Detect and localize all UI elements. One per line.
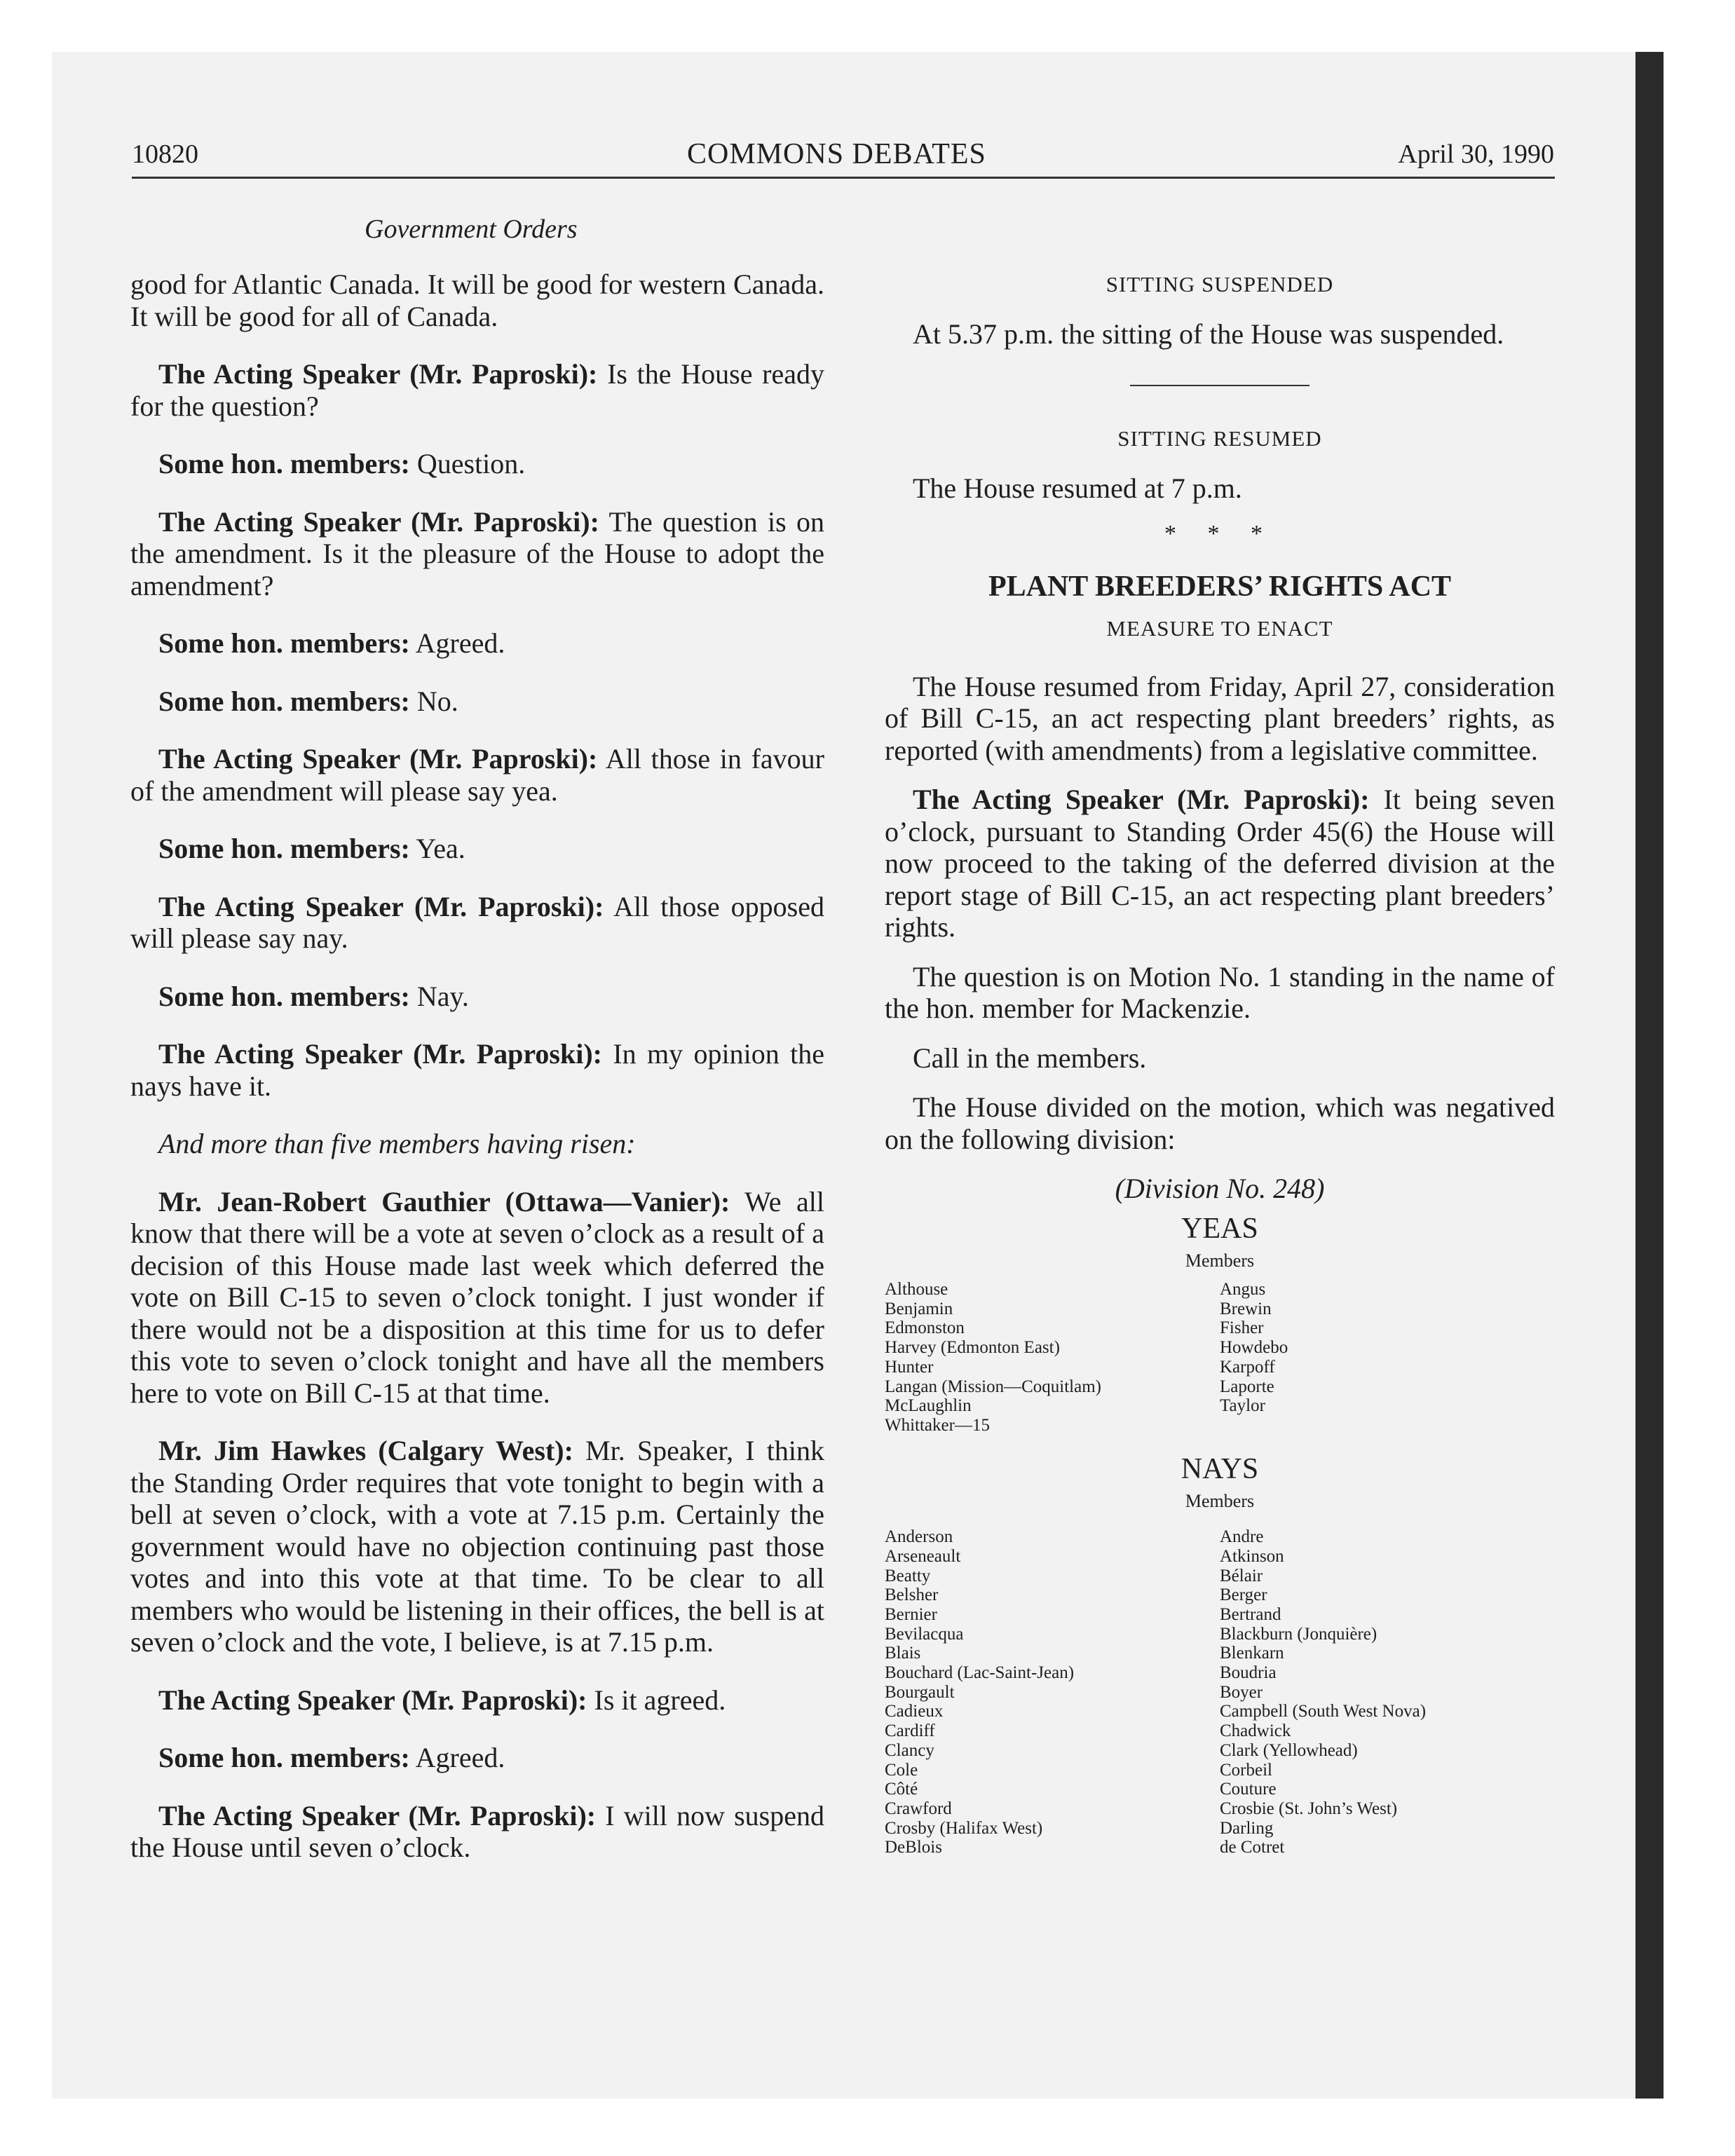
speech-text: Yea. bbox=[409, 833, 465, 864]
speaker-name: The Acting Speaker (Mr. Paproski): bbox=[158, 890, 604, 922]
page-number: 10820 bbox=[132, 139, 198, 169]
speaker-name: The Acting Speaker (Mr. Paproski): bbox=[913, 784, 1370, 815]
section-divider bbox=[1130, 385, 1309, 386]
member-name: Couture bbox=[1220, 1780, 1277, 1799]
speech-text: Mr. Speaker, I think the Standing Order requires that vote tonight to begin with a bell at seven o’clock, with a vote at 7.15 p.m. Certainly the government would have no objection continuing past those votes and into this vote at that time. To be clear to all members who would be listening in their offices, the bell is at seven o’clock and the vote, I believe, is at 7.15 p.m. bbox=[130, 1435, 824, 1658]
member-name: Harvey (Edmonton East) bbox=[885, 1338, 1060, 1358]
speech-text: No. bbox=[409, 685, 458, 717]
speech-text: The question is on the amendment. Is it the pleasure of the House to adopt the amendment? bbox=[130, 505, 824, 601]
paragraph: The House divided on the motion, which was negatived on the following division: bbox=[885, 1091, 1555, 1155]
division-number: (Division No. 248) bbox=[1115, 1173, 1325, 1204]
stage-direction: And more than five members having risen: bbox=[158, 1128, 636, 1159]
speaker-name: Some hon. members: bbox=[158, 1742, 410, 1773]
paragraph: The House resumed at 7 p.m. bbox=[913, 472, 1242, 504]
member-name: Andre bbox=[1220, 1527, 1264, 1547]
member-name: Bouchard (Lac-Saint-Jean) bbox=[885, 1663, 1075, 1683]
yeas-members-label: Members bbox=[1185, 1250, 1255, 1271]
member-name: Benjamin bbox=[885, 1299, 953, 1318]
paragraph bbox=[130, 833, 824, 865]
member-name: Langan (Mission—Coquitlam) bbox=[885, 1377, 1101, 1396]
speaker-name: Some hon. members: bbox=[158, 627, 410, 659]
member-name: Karpoff bbox=[1220, 1357, 1275, 1377]
paragraph bbox=[130, 891, 824, 955]
yeas-column-2 bbox=[1220, 1280, 1555, 1435]
speech-text: It being seven o’clock, pursuant to Standing Order 45(6) the House will now proceed to the taking of the deferred division at the report stage of Bill C-15, an act respecting plant breeders’ rights. bbox=[885, 784, 1555, 943]
member-name: Berger bbox=[1220, 1585, 1267, 1605]
member-name: Blackburn (Jonquière) bbox=[1220, 1624, 1377, 1644]
paragraph bbox=[130, 981, 824, 1013]
right-column bbox=[885, 268, 1555, 1857]
paragraph bbox=[130, 1186, 824, 1410]
spacer bbox=[885, 350, 1555, 385]
paragraph bbox=[130, 1800, 824, 1864]
speaker-name: Mr. Jim Hawkes (Calgary West): bbox=[158, 1435, 573, 1466]
member-name: Crawford bbox=[885, 1799, 952, 1818]
member-name: Hunter bbox=[885, 1357, 934, 1377]
member-name: Cadieux bbox=[885, 1702, 944, 1721]
sitting-suspended-heading: SITTING SUSPENDED bbox=[1105, 272, 1334, 296]
nays-heading: NAYS bbox=[1181, 1452, 1259, 1485]
member-name: Blais bbox=[885, 1644, 921, 1663]
member-name: Crosby (Halifax West) bbox=[885, 1818, 1043, 1838]
paragraph bbox=[130, 685, 824, 718]
speech-text: Nay. bbox=[409, 980, 469, 1012]
speech-text: Question. bbox=[409, 448, 526, 479]
member-name: McLaughlin bbox=[885, 1396, 972, 1416]
speech-text: All those in favour of the amendment will please say yea. bbox=[130, 743, 824, 807]
speech-text: I will now suspend the House until seven o’clock. bbox=[130, 1799, 824, 1863]
paragraph bbox=[130, 358, 824, 422]
member-name: Campbell (South West Nova) bbox=[1220, 1702, 1427, 1721]
speaker-name: Some hon. members: bbox=[158, 448, 410, 479]
member-name: Howdebo bbox=[1220, 1338, 1288, 1358]
member-name: DeBlois bbox=[885, 1838, 942, 1857]
member-name: Crosbie (St. John’s West) bbox=[1220, 1799, 1398, 1818]
member-name: de Cotret bbox=[1220, 1838, 1285, 1857]
sitting-resumed-heading: SITTING RESUMED bbox=[1117, 426, 1322, 451]
member-name: Cole bbox=[885, 1760, 918, 1780]
speaker-name: The Acting Speaker (Mr. Paproski): bbox=[158, 1684, 587, 1716]
member-name: Belsher bbox=[885, 1585, 939, 1605]
header-rule bbox=[132, 177, 1555, 179]
speaker-name: Some hon. members: bbox=[158, 833, 410, 864]
member-name: Boudria bbox=[1220, 1663, 1277, 1683]
nays-column-2 bbox=[1220, 1527, 1555, 1857]
member-name: Whittaker—15 bbox=[885, 1415, 990, 1435]
member-name: Bernier bbox=[885, 1604, 937, 1624]
bill-title: PLANT BREEDERS’ RIGHTS ACT bbox=[988, 570, 1452, 603]
paragraph bbox=[130, 1038, 824, 1102]
member-name: Beatty bbox=[885, 1566, 931, 1585]
nays-list bbox=[885, 1527, 1555, 1857]
paragraph bbox=[130, 743, 824, 807]
yeas-list bbox=[885, 1280, 1555, 1435]
member-name: Clark (Yellowhead) bbox=[1220, 1740, 1358, 1760]
member-name: Bertrand bbox=[1220, 1604, 1281, 1624]
member-name: Atkinson bbox=[1220, 1546, 1284, 1566]
speech-text: Is it agreed. bbox=[587, 1684, 726, 1716]
yeas-column-1 bbox=[885, 1280, 1220, 1435]
speaker-name: The Acting Speaker (Mr. Paproski): bbox=[158, 1038, 602, 1070]
member-name: Chadwick bbox=[1220, 1721, 1291, 1741]
page-date: April 30, 1990 bbox=[1398, 139, 1554, 169]
paragraph: Call in the members. bbox=[913, 1042, 1147, 1074]
left-column bbox=[130, 268, 824, 1864]
member-name: Laporte bbox=[1220, 1377, 1274, 1396]
speaker-name: The Acting Speaker (Mr. Paproski): bbox=[158, 1799, 597, 1831]
member-name: Angus bbox=[1220, 1280, 1266, 1299]
nays-column-1 bbox=[885, 1527, 1220, 1857]
member-name: Clancy bbox=[885, 1740, 934, 1760]
speech-text: All those opposed will please say nay. bbox=[130, 890, 824, 954]
member-name: Darling bbox=[1220, 1818, 1274, 1838]
binding-edge bbox=[1635, 52, 1663, 2099]
speech-text: In my opinion the nays have it. bbox=[130, 1038, 824, 1102]
paragraph bbox=[130, 506, 824, 602]
member-name: Edmonston bbox=[885, 1318, 965, 1338]
member-name: Fisher bbox=[1220, 1318, 1264, 1338]
paragraph bbox=[130, 1435, 824, 1658]
member-name: Boyer bbox=[1220, 1682, 1263, 1702]
member-name: Brewin bbox=[1220, 1299, 1272, 1318]
publication-title: COMMONS DEBATES bbox=[687, 138, 986, 170]
paragraph bbox=[130, 627, 824, 660]
member-name: Corbeil bbox=[1220, 1760, 1272, 1780]
member-name: Arseneault bbox=[885, 1546, 961, 1566]
member-name: Côté bbox=[885, 1780, 918, 1799]
paragraph: The House resumed from Friday, April 27, consideration of Bill C-15, an act respecting plant breeders’ rights, as reported (with amendments) from a legislative committee. bbox=[885, 670, 1555, 766]
member-name: Taylor bbox=[1220, 1396, 1265, 1416]
member-name: Bélair bbox=[1220, 1566, 1263, 1585]
paragraph bbox=[885, 784, 1555, 943]
speaker-name: The Acting Speaker (Mr. Paproski): bbox=[158, 743, 598, 775]
yeas-heading: YEAS bbox=[1181, 1212, 1258, 1245]
paragraph bbox=[130, 1742, 824, 1774]
separator-stars: * * * bbox=[1164, 521, 1275, 547]
speaker-name: The Acting Speaker (Mr. Paproski): bbox=[158, 358, 598, 390]
member-name: Anderson bbox=[885, 1527, 953, 1547]
paragraph: At 5.37 p.m. the sitting of the House was suspended. bbox=[913, 318, 1504, 350]
bill-subtitle: MEASURE TO ENACT bbox=[1106, 616, 1333, 641]
member-name: Cardiff bbox=[885, 1721, 935, 1741]
paragraph: The question is on Motion No. 1 standing in the name of the hon. member for Mackenzie. bbox=[885, 960, 1555, 1024]
speaker-name: Some hon. members: bbox=[158, 980, 410, 1012]
speaker-name: Some hon. members: bbox=[158, 685, 410, 717]
member-name: Althouse bbox=[885, 1280, 948, 1299]
section-title: Government Orders bbox=[365, 214, 578, 244]
paragraph bbox=[130, 1684, 824, 1717]
member-name: Bevilacqua bbox=[885, 1624, 964, 1644]
speech-text: Agreed. bbox=[409, 1742, 505, 1773]
speaker-name: The Acting Speaker (Mr. Paproski): bbox=[158, 505, 599, 538]
nays-members-label: Members bbox=[1185, 1491, 1255, 1512]
paragraph: good for Atlantic Canada. It will be good for western Canada. It will be good for all of Canada. bbox=[130, 268, 824, 332]
member-name: Blenkarn bbox=[1220, 1644, 1284, 1663]
speech-text: Is the House ready for the question? bbox=[130, 358, 824, 422]
speech-text: We all know that there will be a vote at seven o’clock as a result of a decision of this House made last week which deferred the vote on Bill C-15 to seven o’clock tonight. I just wonder if there would not be a disposition at this time for us to defer this vote to seven o’clock tonight and have all the members here to vote on Bill C-15 at that time. bbox=[130, 1185, 824, 1409]
member-name: Bourgault bbox=[885, 1682, 955, 1702]
speech-text: Agreed. bbox=[409, 627, 505, 659]
speaker-name: Mr. Jean-Robert Gauthier (Ottawa—Vanier): bbox=[158, 1185, 730, 1217]
paragraph bbox=[130, 448, 824, 480]
